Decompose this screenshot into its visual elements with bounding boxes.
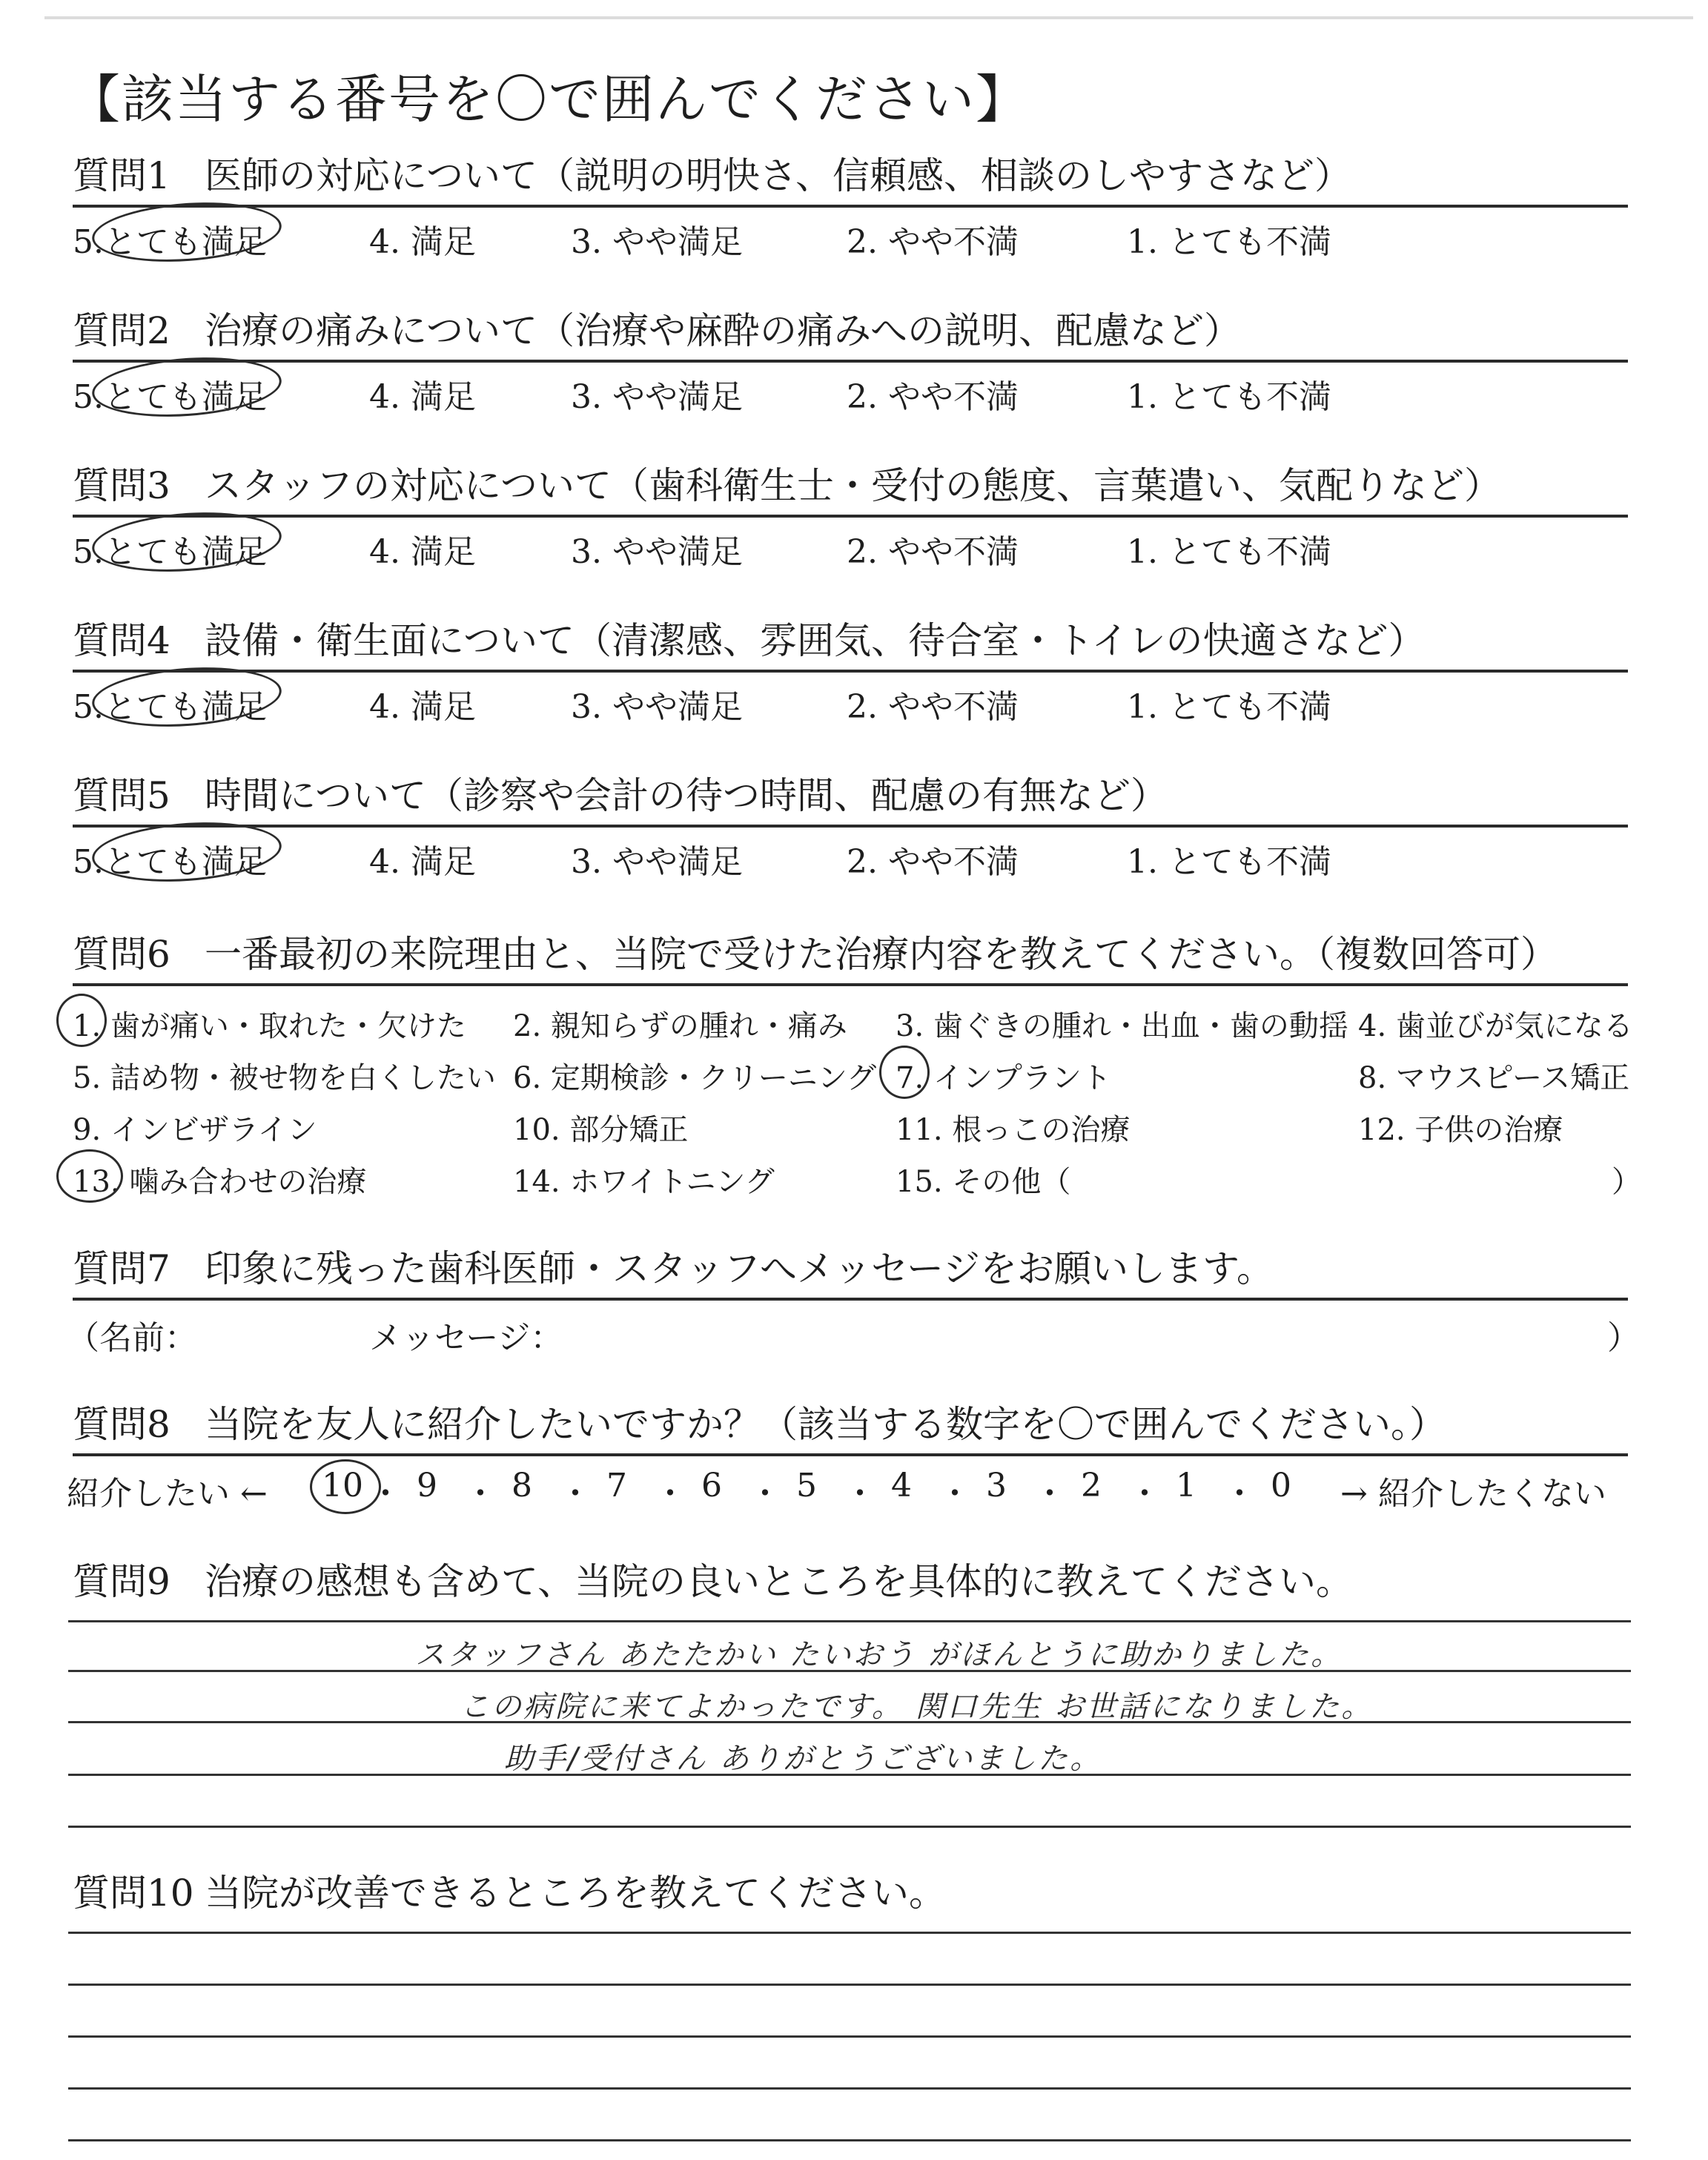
- reason-option[interactable]: 2. 親知らずの腫れ・痛み: [513, 1009, 847, 1043]
- question-text: 当院を友人に紹介したいですか？（該当する数字を〇で囲んでください。）: [205, 1403, 1446, 1446]
- scale-number[interactable]: 10: [322, 1467, 363, 1505]
- page-title: 【該当する番号を〇で囲んでください】: [68, 69, 1029, 130]
- rating-option[interactable]: 5.とても満足: [73, 533, 267, 571]
- reason-option[interactable]: 14. ホワイトニング: [513, 1165, 775, 1199]
- rating-question: [73, 619, 1628, 726]
- rating-option[interactable]: 1. とても不満: [1127, 688, 1331, 726]
- selection-circle: [56, 994, 107, 1047]
- question-text: 治療の痛みについて（治療や麻酔の痛みへの説明、配慮など）: [205, 309, 1241, 352]
- rating-option[interactable]: 2. やや不満: [847, 688, 1019, 726]
- question-10: [73, 1872, 1628, 1922]
- top-border: [44, 16, 1693, 19]
- selection-circle: [56, 1149, 123, 1203]
- scale-left-label: 紹介したい ←: [67, 1475, 268, 1513]
- scale-number[interactable]: 3: [986, 1467, 1007, 1505]
- reason-option[interactable]: 11. 根っこの治療: [896, 1113, 1131, 1147]
- scale-number[interactable]: 1: [1176, 1467, 1196, 1505]
- scale-separator: ・: [749, 1475, 781, 1513]
- message-label: メッセージ：: [369, 1319, 563, 1357]
- reason-option[interactable]: 6. 定期検診・クリーニング: [513, 1061, 877, 1095]
- answer-line: [68, 2139, 1631, 2141]
- rating-options: [73, 828, 1628, 879]
- question-text: 医師の対応について（説明の明快さ、信頼感、相談のしやすさなど）: [205, 154, 1351, 197]
- answer-line: [68, 1932, 1631, 1934]
- rating-option[interactable]: 5.とても満足: [73, 688, 267, 726]
- rating-options: [73, 363, 1628, 415]
- question-6: [73, 933, 1641, 1201]
- question-text: 時間について（診察や会計の待つ時間、配慮の有無など）: [205, 774, 1168, 817]
- question-number: 質問1: [73, 154, 171, 197]
- rating-option[interactable]: 3. やや満足: [571, 688, 743, 726]
- reason-options: [73, 986, 1641, 1201]
- question-number: 質問9: [73, 1560, 171, 1603]
- rating-option[interactable]: 5.とても満足: [73, 843, 267, 881]
- rating-question: [73, 464, 1628, 571]
- scale-separator: ・: [1128, 1475, 1161, 1513]
- answer-line: [68, 1620, 1631, 1622]
- question-header: [73, 774, 1628, 828]
- scale-separator: ・: [559, 1475, 592, 1513]
- question-header: [73, 619, 1628, 673]
- question-text: 設備・衛生面について（清潔感、雰囲気、待合室・トイレの快適さなど）: [205, 619, 1426, 662]
- rating-option[interactable]: 2. やや不満: [847, 378, 1019, 416]
- scale-number[interactable]: 2: [1081, 1467, 1102, 1505]
- answer-line: [68, 2087, 1631, 2090]
- question-number: 質問10: [73, 1872, 194, 1915]
- question-header: [73, 464, 1628, 518]
- question-text: スタッフの対応について（歯科衛生士・受付の態度、言葉遣い、気配りなど）: [205, 464, 1501, 507]
- rating-option[interactable]: 1. とても不満: [1127, 378, 1331, 416]
- question-number: 質問3: [73, 464, 171, 507]
- rating-options: [73, 673, 1628, 724]
- scale-number[interactable]: 8: [512, 1467, 532, 1505]
- scale-separator: ・: [369, 1475, 402, 1513]
- scale-number[interactable]: 6: [701, 1467, 722, 1505]
- question-number: 質問4: [73, 619, 171, 662]
- reason-option[interactable]: 12. 子供の治療: [1358, 1113, 1563, 1147]
- rating-option[interactable]: 3. やや満足: [571, 378, 743, 416]
- answer-line: [68, 2035, 1631, 2038]
- handwritten-answer: 助手/受付さん ありがとうございました。: [504, 1742, 1102, 1776]
- question-number: 質問5: [73, 774, 171, 817]
- question-10-header: [73, 1872, 1628, 1922]
- rating-options: [73, 208, 1628, 260]
- reason-option[interactable]: 10. 部分矯正: [513, 1113, 689, 1147]
- scale-number[interactable]: 9: [417, 1467, 437, 1505]
- question-text: 一番最初の来院理由と、当院で受けた治療内容を教えてください。（複数回答可）: [205, 933, 1558, 976]
- question-text: 治療の感想も含めて、当院の良いところを具体的に教えてください。: [205, 1560, 1353, 1603]
- rating-option[interactable]: 2. やや不満: [847, 843, 1019, 881]
- question-text: 当院が改善できるところを教えてください。: [205, 1872, 946, 1915]
- reason-option[interactable]: 15. その他（: [896, 1165, 1071, 1199]
- rating-option[interactable]: 4. 満足: [369, 223, 476, 261]
- scale-number[interactable]: 4: [891, 1467, 912, 1505]
- rating-option[interactable]: 5.とても満足: [73, 378, 267, 416]
- scale-separator: ・: [1033, 1475, 1066, 1513]
- reason-option[interactable]: 4. 歯並びが気になる: [1358, 1009, 1633, 1043]
- question-number: 質問6: [73, 933, 171, 976]
- scale-number[interactable]: 0: [1271, 1467, 1291, 1505]
- question-text: 印象に残った歯科医師・スタッフへメッセージをお願いします。: [205, 1247, 1274, 1290]
- name-label: （名前：: [67, 1319, 197, 1357]
- rating-option[interactable]: 1. とても不満: [1127, 533, 1331, 571]
- handwritten-answer: この病院に来てよかったです。 関口先生 お世話になりました。: [460, 1690, 1374, 1724]
- question-number: 質問7: [73, 1247, 171, 1290]
- question-number: 質問8: [73, 1403, 171, 1446]
- question-6-header: [73, 933, 1628, 986]
- rating-option[interactable]: 4. 満足: [369, 843, 476, 881]
- rating-option[interactable]: 2. やや不満: [847, 533, 1019, 571]
- reason-option[interactable]: 7. インプラント: [896, 1061, 1111, 1095]
- rating-option[interactable]: 3. やや満足: [571, 223, 743, 261]
- rating-options: [73, 518, 1628, 569]
- scale-number[interactable]: 5: [796, 1467, 817, 1505]
- selection-circle: [879, 1046, 930, 1099]
- scale-number[interactable]: 7: [606, 1467, 627, 1505]
- rating-question: [73, 774, 1628, 881]
- question-number: 質問2: [73, 309, 171, 352]
- scale-separator: ・: [1223, 1475, 1256, 1513]
- rating-option[interactable]: 3. やや満足: [571, 843, 743, 881]
- rating-option[interactable]: 4. 満足: [369, 688, 476, 726]
- reason-option[interactable]: 13. 噛み合わせの治療: [73, 1165, 367, 1199]
- rating-option[interactable]: 1. とても不満: [1127, 223, 1331, 261]
- rating-option[interactable]: 2. やや不満: [847, 223, 1019, 261]
- rating-option[interactable]: 1. とても不満: [1127, 843, 1331, 881]
- answer-line: [68, 1984, 1631, 1986]
- rating-option[interactable]: 5.とても満足: [73, 223, 267, 261]
- rating-option[interactable]: 4. 満足: [369, 378, 476, 416]
- question-7: [67, 1247, 1640, 1357]
- question-header: [73, 309, 1628, 363]
- answer-line: [68, 1826, 1631, 1828]
- scale-right-label: → 紹介したくない: [1340, 1475, 1606, 1513]
- scale-separator: ・: [844, 1475, 876, 1513]
- reason-option[interactable]: 3. 歯ぐきの腫れ・出血・歯の動揺: [896, 1009, 1348, 1043]
- rating-question: [73, 309, 1628, 416]
- rating-option[interactable]: 3. やや満足: [571, 533, 743, 571]
- scale-separator: ・: [939, 1475, 971, 1513]
- question-9: [73, 1560, 1628, 1611]
- question-8-header: [73, 1403, 1628, 1456]
- selection-circle: [310, 1459, 381, 1514]
- rating-option[interactable]: 4. 満足: [369, 533, 476, 571]
- question-header: [73, 154, 1628, 208]
- reason-option[interactable]: 5. 詰め物・被せ物を白くしたい: [73, 1061, 496, 1095]
- recommend-scale: [67, 1456, 1628, 1513]
- scale-separator: ・: [464, 1475, 497, 1513]
- question-8: [67, 1403, 1628, 1513]
- scale-separator: ・: [654, 1475, 686, 1513]
- question-7-header: [73, 1247, 1628, 1301]
- message-row: [67, 1301, 1640, 1357]
- rating-question: [73, 154, 1628, 261]
- handwritten-answer: スタッフさん あたたかい たいおう がほんとうに助かりました。: [415, 1638, 1343, 1672]
- question-9-header: [73, 1560, 1628, 1611]
- reason-option[interactable]: 1. 歯が痛い・取れた・欠けた: [73, 1009, 466, 1043]
- message-close: ）: [1607, 1319, 1640, 1357]
- reason-option: ）: [1612, 1165, 1641, 1199]
- reason-option[interactable]: 8. マウスピース矯正: [1358, 1061, 1630, 1095]
- reason-option[interactable]: 9. インビザライン: [73, 1113, 317, 1147]
